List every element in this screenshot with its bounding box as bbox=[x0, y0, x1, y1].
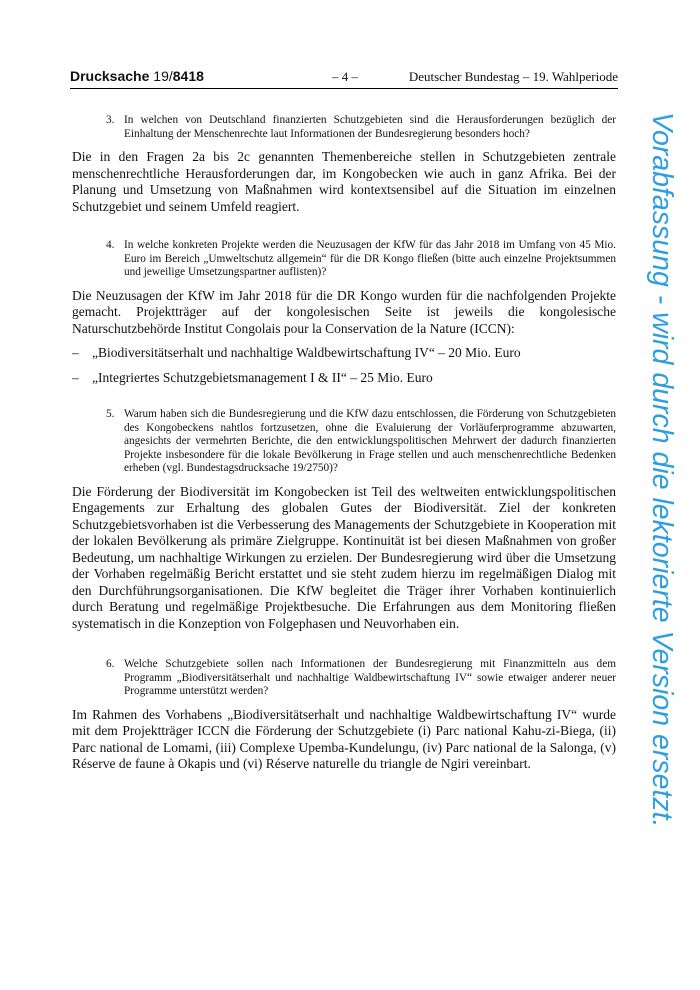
answer-3: Die in den Fragen 2a bis 2c genannten Themenbereiche stellen in Schutzgebieten zentrale menschenrechtliche Herausforderungen dar, im Kongobecken wie auch in ganz Afrika. Bei der Planung und Umsetzung von Maßnahmen wird kontextsensibel auf die Situation im einzelnen Schutzgebiet und seinem Umfeld reagiert. bbox=[72, 149, 616, 214]
question-4 bbox=[106, 239, 616, 280]
list-item: – „Biodiversitätserhalt und nachhaltige Waldbewirtschaftung IV“ – 20 Mio. Euro bbox=[72, 345, 521, 360]
list-item: – „Integriertes Schutzgebietsmanagement I & II“ – 25 Mio. Euro bbox=[72, 369, 433, 385]
question-3 bbox=[106, 114, 616, 141]
page-content bbox=[72, 114, 616, 773]
question-text: Welche Schutzgebiete sollen nach Informationen der Bundesregierung mit Finanzmitteln aus dem Programm „Biodiversitätserhalt und nachhaltige Waldbewirtschaftung IV“ sowie etwaiger anderer neuer Programme unterstützt werden? bbox=[124, 658, 616, 697]
question-number: 4. bbox=[106, 239, 115, 251]
question-number: 3. bbox=[106, 114, 115, 126]
page-header bbox=[70, 66, 618, 89]
page-number: – 4 – bbox=[332, 69, 358, 84]
doc-number: 8418 bbox=[172, 68, 204, 84]
watermark-text: Vorabfassung - wird durch die lektorierte Version ersetzt. bbox=[646, 112, 678, 828]
answer-4: Die Neuzusagen der KfW im Jahr 2018 für die DR Kongo wurden für die nachfolgenden Projekte gemacht. Projektträger auf der kongolesischen Seite ist jeweils die kongolesische Naturschutzbehörde Institut Congolais pour la Conservation de la Nature (ICCN): bbox=[72, 287, 616, 336]
list-item-text: „Biodiversitätserhalt und nachhaltige Waldbewirtschaftung IV“ – 20 Mio. Euro bbox=[92, 345, 521, 360]
project-list bbox=[72, 345, 616, 386]
doc-label: Drucksache bbox=[70, 68, 150, 84]
question-6 bbox=[106, 658, 616, 699]
doc-series: 19/ bbox=[153, 68, 173, 84]
list-item-text: „Integriertes Schutzgebietsmanagement I & II“ – 25 Mio. Euro bbox=[92, 369, 433, 385]
answer-5: Die Förderung der Biodiversität im Kongobecken ist Teil des weltweiten entwicklungspolitischen Engagements zur Erhaltung des globalen Gutes der Biodiversität. Ziel der konkreten Schutzgebietsvorhaben ist die Verbesserung des Managements der Schutzgebiete in Kooperation mit der lokalen Bevölkerung als primäre Zielgruppe. Kontinuität ist bei diesen Maßnahmen von großer Bedeutung, um nachhaltige Wirkungen zu erzielen. Der Bundesregierung wird über die Umsetzung der Vorhaben regelmäßig Bericht erstattet und sie steht zudem hierzu im regelmäßigen Dialog mit den Durchführungsorganisationen. Die KfW begleitet die Träger ihrer Vorhaben kontinuierlich durch Beratung und regelmäßige Projektbesuche. Die Erfahrungen aus dem Monitoring fließen systematisch in die Konzeption von Folgephasen und Neuvorhaben ein. bbox=[72, 483, 616, 631]
answer-6: Im Rahmen des Vorhabens „Biodiversitätserhalt und nachhaltige Waldbewirtschaftung IV“ wurde mit dem Projektträger ICCN die Förderung der Schutzgebiete (i) Parc national Kahu-zi-Biega, (ii) Parc national de Lomami, (iii) Complexe Upemba-Kundelungu, (iv) Parc national de la Salonga, (v) Réserve de faune à Okapis und (vi) Réserve naturelle du triangle de Ngiri vereinbart. bbox=[72, 706, 616, 771]
question-5 bbox=[106, 408, 616, 476]
document-number bbox=[70, 68, 204, 84]
question-text: In welchen von Deutschland finanzierten Schutzgebieten sind die Herausforderungen bezüglich der Einhaltung der Menschenrechte laut Informationen der Bundesregierung besonders hoch? bbox=[124, 114, 616, 140]
question-text: Warum haben sich die Bundesregierung und die KfW dazu entschlossen, die Förderung von Schutzgebieten des Kongobeckens nahtlos fortzusetzen, ohne die Evaluierung der Vorläuferprogramme abzuwarten, angesichts der vermehrten Berichte, die den entwicklungspolitischen Mehrwert der dadurch finanzierten Projekte insbesondere für die lokale Bevölkerung in Frage stellen und auch menschenrechtliche Bedenken erheben (vgl. Bundestagsdrucksache 19/2750)? bbox=[124, 408, 616, 474]
question-number: 6. bbox=[106, 658, 115, 670]
question-number: 5. bbox=[106, 408, 115, 420]
question-text: In welche konkreten Projekte werden die Neuzusagen der KfW für das Jahr 2018 im Umfang von 45 Mio. Euro im Bereich „Umweltschutz allgemein“ für die DR Kongo fließen (bitte auch einzelne Projektsummen und jeweilige Umsetzungspartner auflisten)? bbox=[124, 239, 616, 278]
watermark bbox=[646, 112, 678, 902]
parliament-label: Deutscher Bundestag – 19. Wahlperiode bbox=[408, 69, 618, 84]
